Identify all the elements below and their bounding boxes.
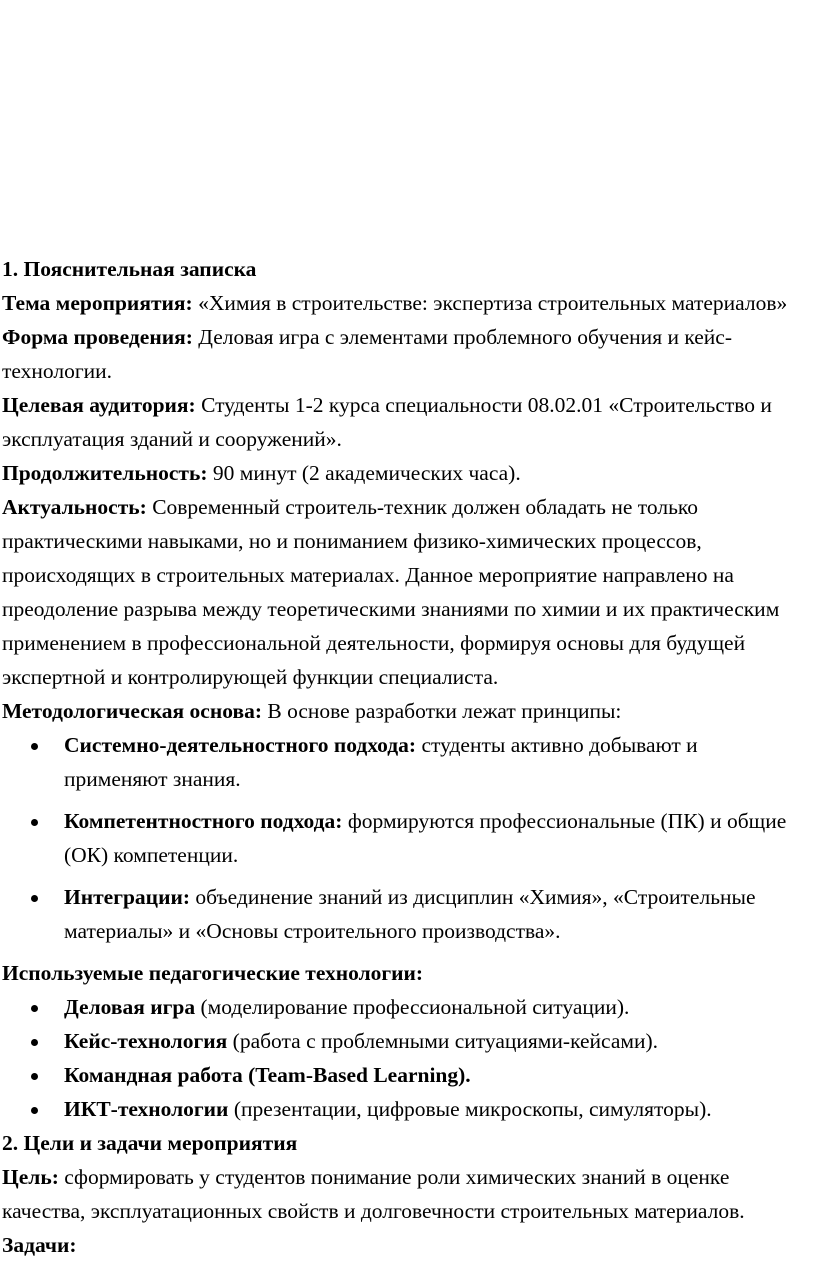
method-principles-list	[0, 728, 810, 948]
bullet-icon	[31, 1005, 38, 1012]
list-item	[0, 804, 810, 872]
list-item-bold: Системно-деятельностного подхода:	[64, 733, 417, 757]
theme-label: Тема мероприятия:	[2, 291, 193, 315]
list-item-bold: ИКТ-технологии	[64, 1097, 229, 1121]
section1-heading: 1. Пояснительная записка	[2, 257, 257, 281]
bullet-icon	[31, 743, 38, 750]
duration-label: Продолжительность:	[2, 461, 208, 485]
list-item	[0, 1092, 810, 1126]
list-item-text: формируются профессиональные (ПК) и общие (ОК) компетенции.	[64, 809, 787, 867]
bullet-icon	[31, 1073, 38, 1080]
list-item-bold: Кейс-технология	[64, 1029, 228, 1053]
goal-label: Цель:	[2, 1165, 59, 1189]
list-item-bold: Деловая игра	[64, 995, 196, 1019]
method-text: В основе разработки лежат принципы:	[261, 699, 622, 723]
document-page	[0, 252, 810, 1262]
bullet-icon	[31, 1107, 38, 1114]
list-item	[0, 880, 810, 948]
list-item-text: студенты активно добывают и применяют знания.	[64, 733, 698, 791]
list-item	[0, 990, 810, 1024]
tech-heading: Используемые педагогические технологии:	[2, 961, 424, 985]
duration-paragraph	[0, 456, 810, 490]
duration-text: 90 минут (2 академических часа).	[207, 461, 521, 485]
goal-paragraph	[0, 1160, 810, 1228]
goal-text: сформировать у студентов понимание роли химических знаний в оценке качества, эксплуатационных свойств и долговечности строительных материалов.	[2, 1165, 745, 1223]
method-label: Методологическая основа:	[2, 699, 262, 723]
bullet-icon	[31, 819, 38, 826]
theme-paragraph	[0, 286, 810, 320]
relevance-label: Актуальность:	[2, 495, 147, 519]
list-item-text: (моделирование профессиональной ситуации).	[195, 995, 630, 1019]
format-paragraph	[0, 320, 810, 388]
bullet-icon	[31, 895, 38, 902]
theme-text: «Химия в строительстве: экспертиза строительных материалов»	[192, 291, 788, 315]
list-item	[0, 1058, 810, 1092]
tech-list	[0, 990, 810, 1126]
audience-text: Студенты 1-2 курса специальности 08.02.01 «Строительство и эксплуатация зданий и сооружений».	[2, 393, 772, 451]
list-item-text: объединение знаний из дисциплин «Химия», «Строительные материалы» и «Основы строительного производства».	[64, 885, 756, 943]
audience-paragraph	[0, 388, 810, 456]
list-item-bold: Интеграции:	[64, 885, 191, 909]
list-item-text: (презентации, цифровые микроскопы, симуляторы).	[228, 1097, 712, 1121]
format-label: Форма проведения:	[2, 325, 193, 349]
bullet-icon	[31, 1039, 38, 1046]
list-item	[0, 1024, 810, 1058]
relevance-text: Современный строитель-техник должен обладать не только практическими навыками, но и пониманием физико-химических процессов, происходящих в строительных материалах. Данное мероприятие направлено на преодоление разрыва между теоретическими знаниями по химии и их практическим применением в профессиональной деятельности, формируя основы для будущей экспертной и контролирующей функции специалиста.	[2, 495, 780, 689]
list-item-bold: Командная работа (Team-Based Learning).	[64, 1063, 471, 1087]
relevance-paragraph	[0, 490, 810, 694]
list-item	[0, 728, 810, 796]
method-paragraph	[0, 694, 810, 728]
section2-heading: 2. Цели и задачи мероприятия	[2, 1131, 298, 1155]
tasks-heading: Задачи:	[2, 1233, 77, 1257]
list-item-text: (работа с проблемными ситуациями-кейсами).	[227, 1029, 659, 1053]
audience-label: Целевая аудитория:	[2, 393, 196, 417]
format-text: Деловая игра с элементами проблемного обучения и кейс-технологии.	[2, 325, 732, 383]
list-item-bold: Компетентностного подхода:	[64, 809, 343, 833]
